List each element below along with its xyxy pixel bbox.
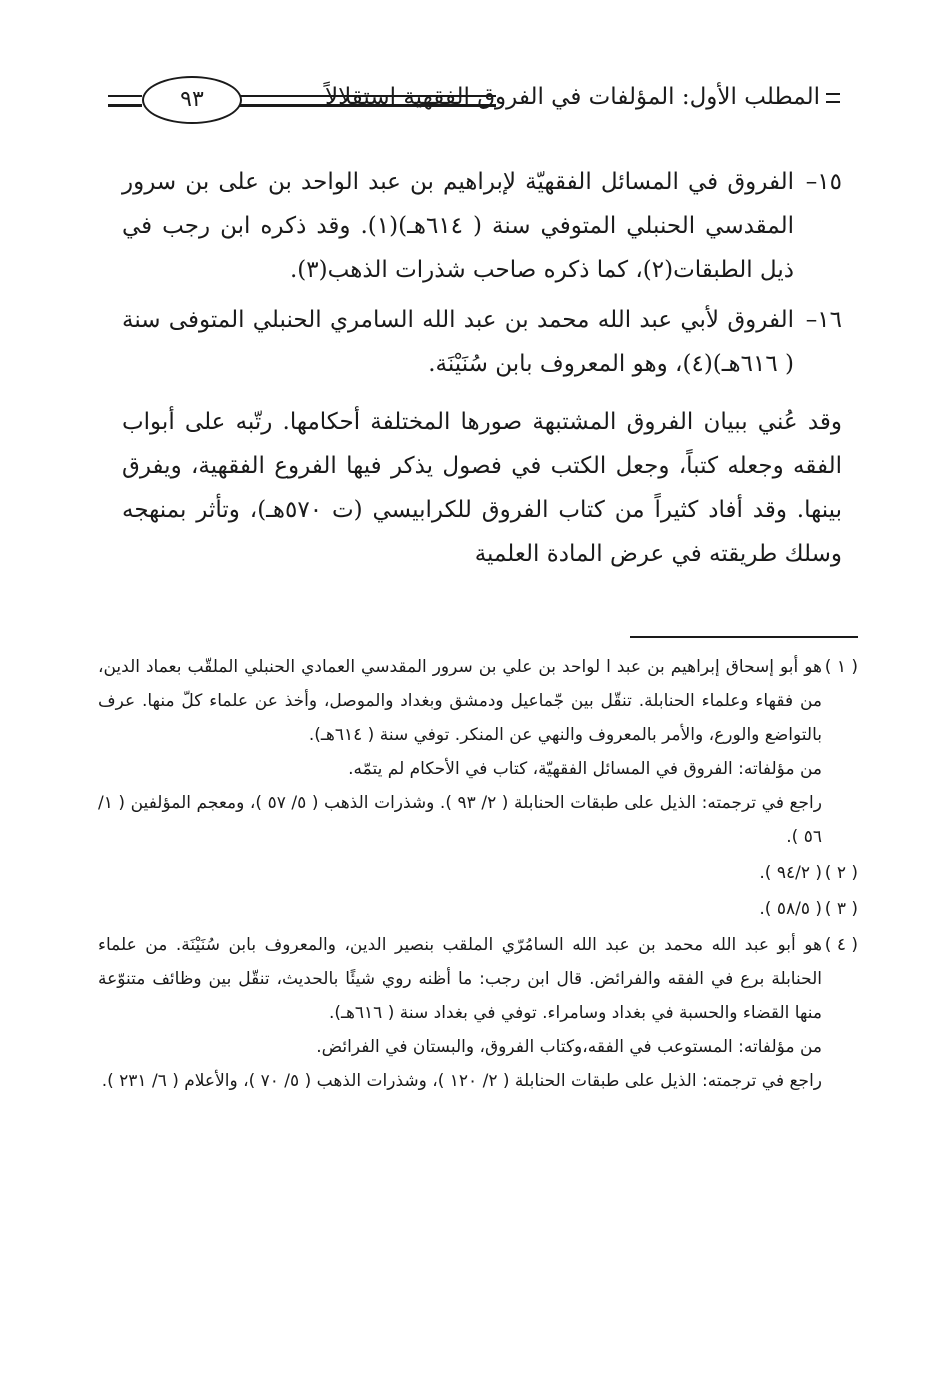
footnote-number: ( ٢ ) <box>824 863 858 883</box>
footnote-line: هو أبو عبد الله محمد بن عبد الله السامُرّي الملقب بنصير الدين، والمعروف بابن سُنَيْنَة. من علماء الحنابلة برع في الفقه والفرائض. قال ابن رجب: ما أظنه روي شيئًا بالحديث، تنقّل بين وظائف متنوّعة منها القضاء والحسبة في بغداد وسامراء. توفي في بغداد سنة ( ٦١٦هـ). <box>98 935 822 1023</box>
item-text: الفروق في المسائل الفقهيّة لإبراهيم بن عبد الواحد بن على بن سرور المقدسي الحنبلي المتوفي سنة ( ٦١٤هـ)(١). وقد ذكره ابن رجب في ذيل الطبقات(٢)، كما ذكره صاحب شذرات الذهب(٣). <box>122 169 794 283</box>
header-dash-ornament <box>826 93 840 103</box>
item-number: ١٦– <box>805 307 842 333</box>
footnote-line: من مؤلفاته: الفروق في المسائل الفقهيّة، كتاب في الأحكام لم يتمّه. <box>348 759 822 779</box>
main-text <box>122 160 842 576</box>
footnote-separator <box>630 636 858 638</box>
body-paragraph <box>122 400 842 576</box>
page-header <box>108 74 840 130</box>
list-item <box>122 160 842 292</box>
header-rule-left <box>108 95 142 107</box>
footnote-line: هو أبو إسحاق إبراهيم بن عبد ا لواحد بن علي بن سرور المقدسي العمادي الحنبلي الملقّب بعماد الدين، من فقهاء وعلماء الحنابلة. تنقّل بين جّماعيل ودمشق وبغداد والموصل، وأخذ عن علماء كلّ منها. عرف بالتواضع والورع، والأمر بالمعروف والنهي عن المنكر. توفي سنة ( ٦١٤هـ). <box>98 657 822 745</box>
footnote <box>98 928 858 1098</box>
footnote <box>98 650 858 854</box>
footnotes <box>98 650 858 1098</box>
footnote-number: ( ٣ ) <box>824 899 858 919</box>
paragraph-text: وقد عُني ببيان الفروق المشتبهة صورها المختلفة أحكامها. رتّبه على أبواب الفقه وجعله كتباً، وجعل الكتب في فصول يذكر فيها الفروع الفقهية، ويفرق بينها. وقد أفاد كثيراً من كتاب الفروق للكرابيسي (ت ٥٧٠هـ)، وتأثر بمنهجه وسلك طريقته في عرض المادة العلمية <box>122 409 842 567</box>
footnote <box>98 892 858 926</box>
list-item <box>122 298 842 386</box>
footnote-line: راجع في ترجمته: الذيل على طبقات الحنابلة ( ٢/ ٩٣ ). وشذرات الذهب ( ٥/ ٥٧ )، ومعجم المؤلفين ( ١/ ٥٦ ). <box>98 793 822 847</box>
footnote-line: ( ٩٤/٢ ). <box>759 863 822 883</box>
footnote <box>98 856 858 890</box>
page-number: ٩٣ <box>142 76 242 124</box>
footnote-line: ( ٥٨/٥ ). <box>759 899 822 919</box>
footnote-number: ( ١ ) <box>824 657 858 677</box>
item-text: الفروق لأبي عبد الله محمد بن عبد الله السامري الحنبلي المتوفى سنة ( ٦١٦هـ)(٤)، وهو المعروف بابن سُنَيْنَة. <box>122 307 794 377</box>
running-head-text: المطلب الأول: المؤلفات في الفروق الفقهية استقلالاً <box>324 84 820 110</box>
footnote-line: راجع في ترجمته: الذيل على طبقات الحنابلة ( ٢/ ١٢٠ )، وشذرات الذهب ( ٥/ ٧٠ )، والأعلام ( ٦/ ٢٣١ ). <box>101 1071 822 1091</box>
header-rule-right <box>238 95 496 107</box>
footnote-number: ( ٤ ) <box>824 935 858 955</box>
item-number: ١٥– <box>805 169 842 195</box>
footnote-line: من مؤلفاته: المستوعب في الفقه،وكتاب الفروق، والبستان في الفرائض. <box>316 1037 822 1057</box>
